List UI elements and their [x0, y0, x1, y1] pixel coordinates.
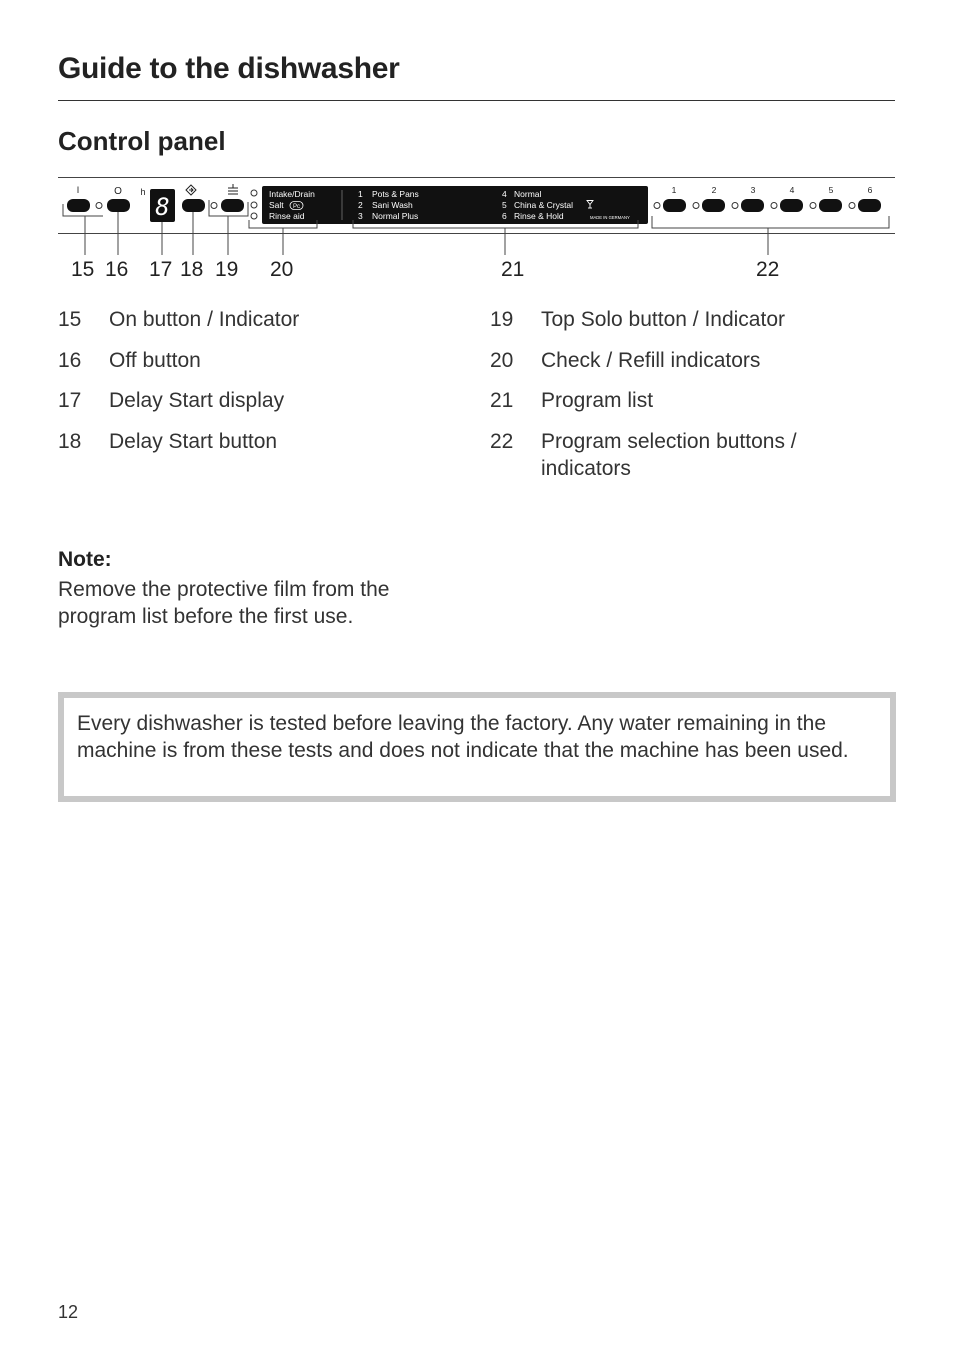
program-button-2 — [702, 199, 725, 212]
callout-21: 21 — [501, 258, 525, 281]
callout-15: 15 — [71, 258, 95, 281]
callout-20: 20 — [270, 258, 294, 281]
legend-num: 15 — [58, 308, 82, 331]
svg-text:Pc: Pc — [292, 204, 301, 210]
on-indicator — [96, 203, 102, 209]
program-button-num-6: 6 — [867, 185, 873, 195]
program-button-num-2: 2 — [711, 185, 717, 195]
legend-num: 19 — [490, 308, 514, 331]
program-button-1 — [663, 199, 686, 212]
made-in-germany: MADE IN GERMANY — [590, 215, 630, 220]
off-symbol: O — [114, 186, 122, 197]
program-indicator-4 — [771, 203, 777, 209]
program-name-4: Normal — [514, 189, 542, 199]
salt-indicator — [251, 202, 257, 208]
callout-16: 16 — [105, 258, 129, 281]
program-indicator-5 — [810, 203, 816, 209]
legend-num: 20 — [490, 349, 514, 372]
legend-num: 18 — [58, 430, 82, 453]
indicator-label-intake: Intake/Drain — [269, 189, 315, 199]
program-button-num-1: 1 — [671, 185, 677, 195]
legend-num: 16 — [58, 349, 82, 372]
program-button-4 — [780, 199, 803, 212]
program-indicator-6 — [849, 203, 855, 209]
program-num-3: 3 — [358, 211, 363, 221]
top-solo-button — [221, 199, 244, 212]
info-box-text: Every dishwasher is tested before leaving the factory. Any water remaining in the machine is from these tests and does not indicate that the machine has been used. — [77, 712, 849, 762]
legend-text: Delay Start button — [109, 430, 278, 453]
program-num-4: 4 — [502, 189, 507, 199]
callout-leaders-lower — [58, 238, 895, 256]
on-button — [67, 199, 90, 212]
program-name-3: Normal Plus — [372, 211, 419, 221]
legend-text: Top Solo button / Indicator — [541, 308, 785, 331]
callout-22: 22 — [756, 258, 780, 281]
page-number: 12 — [58, 1302, 79, 1322]
note-text: Remove the protective film from the program list before the first use. — [58, 578, 390, 628]
title-divider — [58, 100, 895, 101]
info-box — [58, 692, 896, 802]
note-heading: Note: — [58, 548, 112, 571]
top-solo-icon — [228, 184, 238, 194]
legend-text: Program selection buttons / indicators — [541, 430, 797, 480]
delay-start-icon — [186, 185, 196, 195]
program-selection-group — [654, 185, 881, 212]
program-indicator-2 — [693, 203, 699, 209]
indicator-label-salt: Salt — [269, 200, 284, 210]
legend-text: Off button — [109, 349, 201, 372]
delay-start-button — [182, 199, 205, 212]
legend-text: Check / Refill indicators — [541, 349, 761, 372]
intake-drain-indicator — [251, 190, 257, 196]
program-button-5 — [819, 199, 842, 212]
program-name-1: Pots & Pans — [372, 189, 419, 199]
legend-text: Program list — [541, 389, 654, 412]
display-digit: 8 — [155, 193, 170, 221]
program-indicator-1 — [654, 203, 660, 209]
on-symbol: I — [76, 185, 80, 195]
indicator-label-rinse: Rinse aid — [269, 211, 305, 221]
program-buttons-bracket — [652, 216, 889, 228]
program-button-num-3: 3 — [750, 185, 756, 195]
program-button-3 — [741, 199, 764, 212]
page-title: Guide to the dishwasher — [58, 52, 400, 85]
legend-num: 22 — [490, 430, 514, 453]
callout-18: 18 — [180, 258, 204, 281]
off-button — [107, 199, 130, 212]
program-name-5: China & Crystal — [514, 200, 574, 210]
rinse-aid-indicator — [251, 213, 257, 219]
program-num-5: 5 — [502, 200, 507, 210]
legend-num: 17 — [58, 389, 82, 412]
program-name-6: Rinse & Hold — [514, 211, 564, 221]
legend-text: Delay Start display — [109, 389, 285, 412]
callout-19: 19 — [215, 258, 239, 281]
program-name-2: Sani Wash — [372, 200, 413, 210]
program-button-num-4: 4 — [789, 185, 795, 195]
program-button-num-5: 5 — [828, 185, 834, 195]
legend-num: 21 — [490, 389, 514, 412]
program-button-6 — [858, 199, 881, 212]
legend-text: On button / Indicator — [109, 308, 300, 331]
delay-symbol: h — [140, 187, 146, 197]
program-num-1: 1 — [358, 189, 363, 199]
section-title: Control panel — [58, 126, 226, 156]
program-num-2: 2 — [358, 200, 363, 210]
program-num-6: 6 — [502, 211, 507, 221]
program-indicator-3 — [732, 203, 738, 209]
top-solo-indicator — [211, 203, 217, 209]
callout-17: 17 — [149, 258, 173, 281]
control-panel-diagram — [58, 176, 895, 238]
